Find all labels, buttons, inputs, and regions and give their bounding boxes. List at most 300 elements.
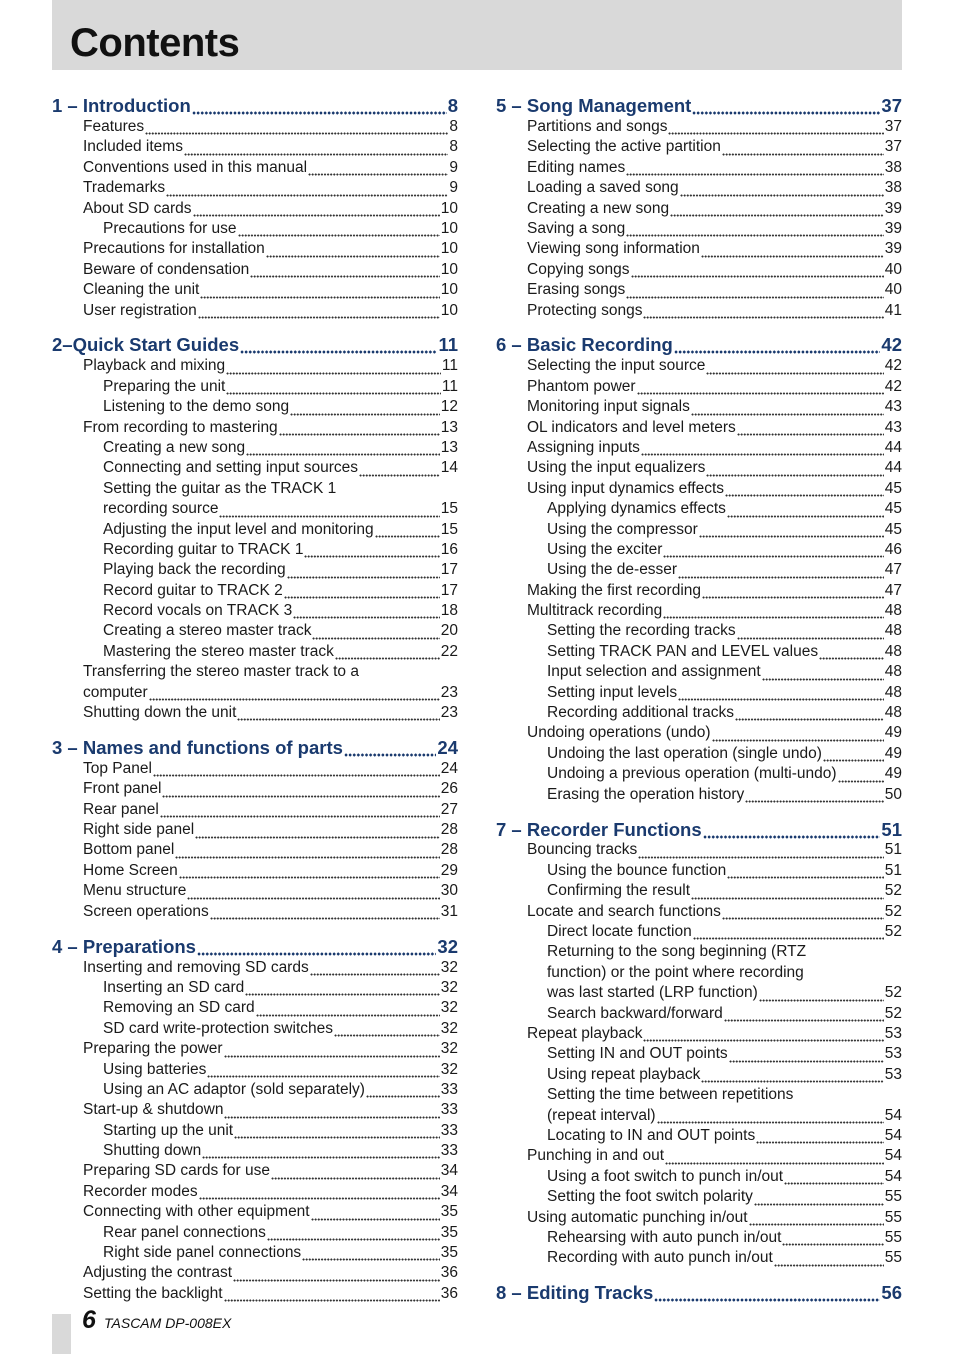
toc-entry[interactable]: [52, 683, 458, 703]
toc-entry-title: Playback and mixing: [83, 357, 226, 375]
toc-subentry[interactable]: [496, 861, 902, 881]
toc-page-number: 15: [440, 500, 458, 518]
toc-subentry[interactable]: [496, 1065, 902, 1085]
dot-leader: [699, 520, 884, 540]
toc-page-number: 10: [440, 260, 458, 278]
toc-subentry[interactable]: [496, 1106, 902, 1126]
dot-leader: [224, 1040, 440, 1060]
toc-subentry[interactable]: [496, 520, 902, 540]
toc-entry-title: Using input dynamics effects: [527, 479, 725, 497]
toc-subentry[interactable]: [496, 1044, 902, 1064]
toc-entry-line[interactable]: Transferring the stereo master track to a: [83, 663, 359, 681]
toc-page-number: 30: [440, 882, 458, 900]
toc-entry-title: Selecting the input source: [527, 357, 706, 375]
toc-page-number: 44: [884, 438, 902, 456]
dot-leader: [279, 418, 440, 438]
toc-page-number: 32: [440, 978, 458, 996]
toc-page-number: 35: [440, 1244, 458, 1262]
toc-subentry[interactable]: [52, 1223, 458, 1243]
dot-leader: [149, 683, 440, 703]
toc-entry-title: Rear panel: [83, 800, 159, 818]
toc-page-number: 34: [440, 1182, 458, 1200]
toc-subentry[interactable]: [52, 1141, 458, 1161]
toc-subentry[interactable]: [496, 881, 902, 901]
toc-section-heading[interactable]: [52, 736, 458, 759]
toc-entry-title: Bottom panel: [83, 841, 175, 859]
dot-leader: [238, 219, 440, 239]
toc-subentry[interactable]: [496, 621, 902, 641]
toc-entry[interactable]: [52, 260, 458, 280]
dot-leader: [162, 780, 439, 800]
toc-entry-title: Features: [83, 117, 145, 135]
dot-leader: [224, 1101, 439, 1121]
toc-entry[interactable]: [496, 841, 902, 861]
toc-entry-title: 3 – Names and functions of parts: [52, 736, 343, 758]
toc-entry-title: Applying dynamics effects: [547, 500, 726, 518]
toc-entry[interactable]: [52, 1284, 458, 1304]
toc-subentry[interactable]: [52, 1243, 458, 1263]
dot-leader: [701, 240, 884, 260]
toc-entry[interactable]: [52, 239, 458, 259]
toc-entry-title: Phantom power: [527, 377, 636, 395]
toc-entry-title: User registration: [83, 301, 197, 319]
toc-subentry[interactable]: [496, 662, 902, 682]
dot-leader: [256, 999, 440, 1019]
dot-leader: [782, 1228, 883, 1248]
dot-leader: [226, 357, 441, 377]
toc-entry-title: Loading a saved song: [527, 179, 679, 197]
toc-entry[interactable]: [496, 219, 902, 239]
toc-page-number: 31: [440, 902, 458, 920]
toc-entry-title: Assigning inputs: [527, 438, 640, 456]
dot-leader: [626, 281, 884, 301]
dot-leader: [245, 978, 439, 998]
toc-page-number: 38: [884, 158, 902, 176]
toc-page-number: 11: [441, 357, 458, 375]
toc-page-number: 52: [884, 902, 902, 920]
dot-leader: [706, 357, 883, 377]
toc-entry[interactable]: [52, 1161, 458, 1181]
dot-leader: [198, 301, 440, 321]
toc-entry[interactable]: [496, 137, 902, 157]
toc-entry-title: Preparing the unit: [103, 377, 226, 395]
toc-entry[interactable]: [496, 1208, 902, 1228]
toc-entry-title: Recording guitar to TRACK 1: [103, 540, 304, 558]
toc-page-number: 13: [440, 418, 458, 436]
toc-entry-title: Right side panel connections: [103, 1244, 302, 1262]
dot-leader: [626, 219, 884, 239]
toc-entry[interactable]: [52, 178, 458, 198]
dot-leader: [762, 663, 884, 683]
dot-leader: [706, 459, 883, 479]
toc-entry[interactable]: [496, 1024, 902, 1044]
toc-page-number: 29: [440, 861, 458, 879]
toc-page-number: 22: [440, 642, 458, 660]
toc-entry-line[interactable]: Setting the time between repetitions: [547, 1086, 794, 1104]
dot-leader: [712, 724, 884, 744]
toc-subentry[interactable]: [496, 922, 902, 942]
toc-entry-title: Saving a song: [527, 219, 626, 237]
toc-entry[interactable]: [52, 759, 458, 779]
dot-leader: [678, 683, 884, 703]
toc-entry[interactable]: [52, 841, 458, 861]
toc-entry-title: SD card write-protection switches: [103, 1019, 333, 1037]
dot-leader: [637, 377, 884, 397]
toc-entry-title: Precautions for installation: [83, 240, 265, 258]
toc-entry-title: Mastering the stereo master track: [103, 642, 334, 660]
toc-page-number: 15: [440, 520, 458, 538]
toc-entry-title: Locate and search functions: [527, 902, 721, 920]
toc-page-number: 8: [447, 95, 458, 116]
dot-leader: [145, 117, 448, 137]
dot-leader: [224, 1284, 440, 1304]
toc-subentry[interactable]: [52, 621, 458, 641]
dot-leader: [240, 334, 437, 356]
toc-page-number: 33: [440, 1080, 458, 1098]
dot-leader: [310, 958, 440, 978]
dot-leader: [819, 642, 884, 662]
toc-entry-title: Selecting the active partition: [527, 138, 721, 156]
toc-entry[interactable]: [496, 117, 902, 137]
toc-entry-title: Direct locate function: [547, 923, 692, 941]
toc-page-number: 55: [884, 1228, 902, 1246]
toc-entry-title: Shutting down the unit: [83, 704, 237, 722]
toc-entry[interactable]: [496, 581, 902, 601]
toc-page-number: 54: [884, 1106, 902, 1124]
dot-leader: [302, 1243, 440, 1263]
toc-entry[interactable]: [52, 779, 458, 799]
toc-entry[interactable]: [496, 458, 902, 478]
dot-leader: [210, 902, 440, 922]
toc-subentry[interactable]: [496, 1228, 902, 1248]
dot-leader: [759, 984, 884, 1004]
toc-entry-title: Recording additional tracks: [547, 704, 734, 722]
toc-entry-title: was last started (LRP function): [547, 984, 758, 1002]
toc-section-heading[interactable]: [496, 1281, 902, 1304]
toc-page-number: 33: [440, 1121, 458, 1139]
dot-leader: [287, 561, 440, 581]
dot-leader: [756, 1126, 884, 1146]
toc-subentry[interactable]: [496, 764, 902, 784]
toc-entry-line[interactable]: function) or the point where recording: [547, 963, 804, 981]
toc-page-number: 36: [440, 1264, 458, 1282]
toc-entry-title: Setting input levels: [547, 683, 678, 701]
toc-subentry[interactable]: [496, 983, 902, 1003]
toc-entry[interactable]: [496, 1146, 902, 1166]
toc-entry-title: Menu structure: [83, 882, 187, 900]
toc-subentry[interactable]: [496, 785, 902, 805]
dot-leader: [725, 479, 884, 499]
dot-leader: [184, 138, 448, 158]
toc-page-number: 47: [884, 581, 902, 599]
toc-page-number: 13: [440, 438, 458, 456]
toc-entry[interactable]: [496, 601, 902, 621]
toc-entry[interactable]: [496, 239, 902, 259]
toc-entry[interactable]: [52, 1039, 458, 1059]
toc-page-number: 53: [884, 1065, 902, 1083]
toc-entry-title: Erasing songs: [527, 281, 626, 299]
dot-leader: [749, 1208, 884, 1228]
toc-page-number: 37: [884, 138, 902, 156]
toc-entry-title: Recorder modes: [83, 1182, 198, 1200]
toc-page-number: 52: [884, 984, 902, 1002]
toc-page-number: 48: [884, 683, 902, 701]
toc-entry[interactable]: [496, 260, 902, 280]
toc-section-heading[interactable]: [496, 333, 902, 356]
toc-entry[interactable]: [496, 158, 902, 178]
toc-page-number: 46: [884, 540, 902, 558]
toc-page-number: 32: [440, 1060, 458, 1078]
toc-subentry[interactable]: [52, 560, 458, 580]
dot-leader: [784, 1167, 884, 1187]
toc-subentry[interactable]: [496, 1126, 902, 1146]
toc-subentry[interactable]: [496, 744, 902, 764]
toc-entry-title: Removing an SD card: [103, 999, 255, 1017]
toc-entry[interactable]: [52, 958, 458, 978]
footer-band: [52, 1314, 71, 1354]
toc-section-heading[interactable]: [52, 94, 458, 117]
toc-subentry[interactable]: [52, 1080, 458, 1100]
toc-subentry[interactable]: [52, 998, 458, 1018]
toc-entry[interactable]: [52, 861, 458, 881]
toc-subentry[interactable]: [52, 219, 458, 239]
toc-entry-title: Connecting with other equipment: [83, 1203, 310, 1221]
toc-entry[interactable]: [52, 117, 458, 137]
dot-leader: [737, 622, 884, 642]
toc-entry-title: Undoing operations (undo): [527, 724, 711, 742]
toc-entry-title: Input selection and assignment: [547, 663, 761, 681]
toc-entry-title: Top Panel: [83, 759, 152, 777]
toc-page-number: 26: [440, 780, 458, 798]
toc-entry[interactable]: [52, 280, 458, 300]
dot-leader: [657, 1106, 884, 1126]
toc-page-number: 16: [440, 540, 458, 558]
toc-page-number: 45: [884, 500, 902, 518]
toc-entry[interactable]: [52, 158, 458, 178]
toc-page-number: 52: [884, 923, 902, 941]
toc-page-number: 23: [440, 683, 458, 701]
toc-entry[interactable]: [496, 902, 902, 922]
toc-page-number: 33: [440, 1101, 458, 1119]
toc-page-number: 40: [884, 260, 902, 278]
toc-entry-title: Protecting songs: [527, 301, 643, 319]
toc-entry-title: Adjusting the input level and monitoring: [103, 520, 374, 538]
toc-entry-title: Punching in and out: [527, 1147, 665, 1165]
dot-leader: [267, 1223, 440, 1243]
toc-page-number: 39: [884, 240, 902, 258]
toc-entry[interactable]: [52, 703, 458, 723]
toc-subentry[interactable]: [496, 540, 902, 560]
toc-entry-title: Start-up & shutdown: [83, 1101, 224, 1119]
dot-leader: [195, 821, 440, 841]
toc-subentry[interactable]: [496, 703, 902, 723]
toc-entry-title: Search backward/forward: [547, 1004, 723, 1022]
toc-subentry[interactable]: [496, 1004, 902, 1024]
toc-entry-title: (repeat interval): [547, 1106, 656, 1124]
toc-page-number: 48: [884, 622, 902, 640]
toc-page-number: 34: [440, 1162, 458, 1180]
toc-entry-title: Conventions used in this manual: [83, 158, 308, 176]
toc-entry[interactable]: [52, 820, 458, 840]
toc-entry-title: Beware of condensation: [83, 260, 250, 278]
toc-page-number: 33: [440, 1142, 458, 1160]
toc-entry[interactable]: [496, 438, 902, 458]
dot-leader: [344, 737, 436, 759]
dot-leader: [643, 301, 883, 321]
dot-leader: [674, 334, 881, 356]
toc-subentry[interactable]: [52, 1019, 458, 1039]
toc-page-number: 32: [440, 1019, 458, 1037]
toc-entry-title: Shutting down: [103, 1142, 202, 1160]
toc-subentry[interactable]: [52, 458, 458, 478]
toc-subentry[interactable]: [52, 540, 458, 560]
toc-entry-title: 7 – Recorder Functions: [496, 818, 702, 840]
toc-entry-title: Trademarks: [83, 179, 166, 197]
toc-entry-title: Setting the recording tracks: [547, 622, 736, 640]
dot-leader: [663, 540, 883, 560]
toc-subentry[interactable]: [52, 978, 458, 998]
toc-entry-title: Confirming the result: [547, 882, 691, 900]
dot-leader: [153, 759, 440, 779]
dot-leader: [293, 601, 440, 621]
dot-leader: [175, 841, 439, 861]
toc-entry[interactable]: [496, 356, 902, 376]
dot-leader: [735, 703, 884, 723]
toc-entry-title: Front panel: [83, 780, 162, 798]
toc-entry-line[interactable]: Setting the guitar as the TRACK 1: [103, 479, 337, 497]
toc-entry[interactable]: [52, 902, 458, 922]
toc-entry[interactable]: [496, 397, 902, 417]
toc-entry-line[interactable]: Returning to the song beginning (RTZ: [547, 943, 807, 961]
toc-entry[interactable]: [52, 881, 458, 901]
toc-entry-title: 2–Quick Start Guides: [52, 334, 240, 356]
toc-entry[interactable]: [496, 479, 902, 499]
toc-entry[interactable]: [52, 1263, 458, 1283]
toc-section-heading[interactable]: [52, 935, 458, 958]
toc-entry[interactable]: [496, 301, 902, 321]
toc-page-number: 42: [884, 357, 902, 375]
toc-section-heading[interactable]: [52, 333, 458, 356]
toc-page-number: 8: [449, 138, 458, 156]
toc-page-number: 37: [881, 95, 902, 116]
toc-entry[interactable]: [52, 301, 458, 321]
toc-entry-title: Setting TRACK PAN and LEVEL values: [547, 642, 819, 660]
dot-leader: [375, 520, 440, 540]
toc-page-number: 9: [449, 158, 458, 176]
toc-page-number: 40: [884, 281, 902, 299]
toc-entry[interactable]: [52, 356, 458, 376]
toc-entry[interactable]: [52, 800, 458, 820]
toc-page-number: 49: [884, 724, 902, 742]
toc-entry[interactable]: [52, 1100, 458, 1120]
dot-leader: [335, 642, 440, 662]
toc-subentry[interactable]: [52, 581, 458, 601]
toc-subentry[interactable]: [496, 683, 902, 703]
toc-entry-title: Playing back the recording: [103, 561, 286, 579]
toc-page-number: 47: [884, 561, 902, 579]
dot-leader: [193, 199, 440, 219]
toc-subentry[interactable]: [496, 642, 902, 662]
dot-leader: [823, 744, 884, 764]
dot-leader: [701, 1065, 883, 1085]
toc-entry-title: Setting IN and OUT points: [547, 1045, 728, 1063]
toc-entry[interactable]: [496, 418, 902, 438]
dot-leader: [678, 561, 884, 581]
toc-entry[interactable]: [52, 1202, 458, 1222]
toc-page-number: 32: [440, 1040, 458, 1058]
toc-column-left: [52, 94, 458, 1304]
toc-entry[interactable]: [496, 723, 902, 743]
dot-leader: [668, 117, 883, 137]
toc-entry-title: Using the de-esser: [547, 561, 678, 579]
dot-leader: [219, 500, 439, 520]
toc-entry-title: Using repeat playback: [547, 1065, 701, 1083]
dot-leader: [774, 1249, 884, 1269]
toc-page-number: 55: [884, 1208, 902, 1226]
toc-subentry[interactable]: [52, 1060, 458, 1080]
toc-subentry[interactable]: [496, 560, 902, 580]
toc-section-heading[interactable]: [496, 94, 902, 117]
toc-entry-title: Using the exciter: [547, 540, 663, 558]
toc-page-number: 51: [881, 818, 902, 840]
toc-page-number: 53: [884, 1045, 902, 1063]
toc-subentry[interactable]: [52, 642, 458, 662]
toc-subentry[interactable]: [496, 1248, 902, 1268]
toc-subentry[interactable]: [52, 1121, 458, 1141]
dot-leader: [638, 841, 883, 861]
toc-entry[interactable]: [496, 178, 902, 198]
toc-subentry[interactable]: [52, 438, 458, 458]
toc-page-number: 9: [449, 179, 458, 197]
dot-leader: [670, 199, 884, 219]
dot-leader: [284, 581, 440, 601]
toc-subentry[interactable]: [52, 397, 458, 417]
toc-entry-title: Cleaning the unit: [83, 281, 200, 299]
dot-leader: [246, 438, 440, 458]
toc-entry-title: Starting up the unit: [103, 1121, 234, 1139]
toc-subentry[interactable]: [496, 499, 902, 519]
toc-entry[interactable]: [496, 377, 902, 397]
toc-entry-title: Rehearsing with auto punch in/out: [547, 1228, 782, 1246]
toc-entry[interactable]: [52, 199, 458, 219]
toc-page-number: 17: [440, 561, 458, 579]
toc-page-number: 32: [440, 958, 458, 976]
toc-entry[interactable]: [496, 199, 902, 219]
toc-entry-title: Connecting and setting input sources: [103, 459, 359, 477]
toc-entry-title: recording source: [103, 500, 219, 518]
dot-leader: [250, 260, 439, 280]
toc-subentry[interactable]: [496, 1167, 902, 1187]
toc-subentry[interactable]: [52, 520, 458, 540]
page-title: Contents: [70, 21, 240, 65]
toc-section-heading[interactable]: [496, 818, 902, 841]
toc-subentry[interactable]: [52, 499, 458, 519]
toc-entry[interactable]: [52, 137, 458, 157]
toc-entry[interactable]: [52, 418, 458, 438]
toc-entry[interactable]: [52, 1182, 458, 1202]
toc-entry-title: Undoing a previous operation (multi-undo): [547, 765, 837, 783]
toc-entry[interactable]: [496, 280, 902, 300]
toc-page-number: 32: [437, 935, 458, 957]
toc-subentry[interactable]: [52, 377, 458, 397]
toc-page-number: 44: [884, 459, 902, 477]
toc-entry-title: Monitoring input signals: [527, 398, 690, 416]
toc-subentry[interactable]: [52, 601, 458, 621]
toc-page-number: 56: [881, 1282, 902, 1304]
toc-entry-title: Record guitar to TRACK 2: [103, 581, 283, 599]
dot-leader: [197, 936, 436, 958]
toc-subentry[interactable]: [496, 1187, 902, 1207]
